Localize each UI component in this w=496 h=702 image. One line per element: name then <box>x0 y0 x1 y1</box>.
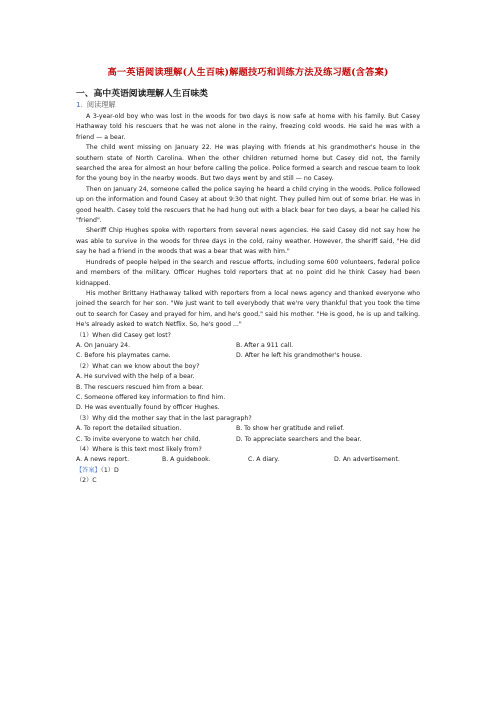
option-d: D. He was eventually found by officer Hughes. <box>76 404 220 412</box>
answer-line <box>76 466 420 476</box>
passage-paragraph: Hundreds of people helped in the search and rescue efforts, including some 600 volunteers, federal police and members of the military. Officer Hughes told reporters that at no point did he think Casey had been kidnapped. <box>76 258 420 287</box>
option-d: D. To appreciate searchers and the bear. <box>236 435 362 443</box>
option-b: B. After a 911 call. <box>236 341 294 349</box>
question-stem: （4）Where is this text most likely from? <box>76 446 202 453</box>
question-type: 阅读理解 <box>86 100 116 109</box>
option-row <box>76 455 420 465</box>
option-c: C. To invite everyone to watch her child. <box>76 435 201 443</box>
option-c: C. Someone offered key information to find him. <box>76 393 226 401</box>
question-header <box>76 100 116 110</box>
option-b: B. The rescuers rescued him from a bear. <box>76 383 204 391</box>
section-heading: 一、高中英语阅读理解人生百味类 <box>76 89 208 99</box>
option-d: D. An advertisement. <box>334 456 400 464</box>
option-d: D. After he left his grandmother's house. <box>236 352 363 360</box>
answer-2: （2）C <box>76 477 97 485</box>
passage-paragraph: The child went missing on January 22. He was playing with friends at his grandmother's house in the southern state of North Carolina. When the other children returned home but Casey did not, the family searched the area for almost an hour before calling the police. Police formed a search and rescue team to look for the young boy in the nearby woods. But two days went by and still — no Casey. <box>76 144 420 183</box>
answer-tag: 【答案】 <box>76 466 101 474</box>
question-stem: （3）Why did the mother say that in the last paragraph? <box>76 414 252 422</box>
question-stem: （2）What can we know about the boy? <box>76 362 200 370</box>
option-b: B. A guidebook. <box>162 456 211 464</box>
passage-paragraph: Then on January 24, someone called the police saying he heard a child crying in the woods. Police followed up on the information and found Casey at about 9:30 that night. They pulled him out of some briar. He was in good health. Casey told the rescuers that he had hung out with a black bear for two days, a bear he called his "friend". <box>76 185 420 225</box>
option-row <box>76 435 420 445</box>
option-row <box>76 341 420 351</box>
option-c: C. A diary. <box>248 456 280 464</box>
option-a: A. He survived with the help of a bear. <box>76 373 195 381</box>
passage-paragraph: His mother Brittany Hathaway talked with reporters from a local news agency and thanked everyone who joined the search for her son. "We just want to tell everybody that we're very thankful that you took the time out to search for Casey and prayed for him, and he's good," said his mother. "He is good, he is up and talking. He's already asked to watch Netflix. So, he's good ..." <box>76 289 420 329</box>
option-row <box>76 351 420 361</box>
question-number: 1. <box>76 100 83 109</box>
question-stem: （1）When did Casey get lost? <box>76 331 171 339</box>
passage-paragraph: Sheriff Chip Hughes spoke with reporters from several news agencies. He said Casey did not say how he was able to survive in the woods for three days in the cold, rainy weather. However, the sheriff said, "He did say he had a friend in the woods that was a bear that was with him." <box>76 227 420 256</box>
option-c: C. Before his playmates came. <box>76 352 171 360</box>
option-a: A. To report the detailed situation. <box>76 425 182 433</box>
option-b: B. To show her gratitude and relief. <box>236 425 345 433</box>
answer-line <box>76 476 420 486</box>
option-row <box>76 424 420 434</box>
option-a: A. On January 24. <box>76 341 131 349</box>
answer-1: （1）D <box>100 466 119 474</box>
passage-paragraph: A 3-year-old boy who was lost in the woods for two days is now safe at home with his family. But Casey Hathaway told his rescuers that he was not alone in the rainy, freezing cold woods. He said he was with a friend — a bear. <box>76 113 420 141</box>
option-a: A. A news report. <box>76 456 130 464</box>
passage-body <box>76 112 420 487</box>
document-title: 高一英语阅读理解(人生百味)解题技巧和训练方法及练习题(含答案) <box>107 67 389 78</box>
